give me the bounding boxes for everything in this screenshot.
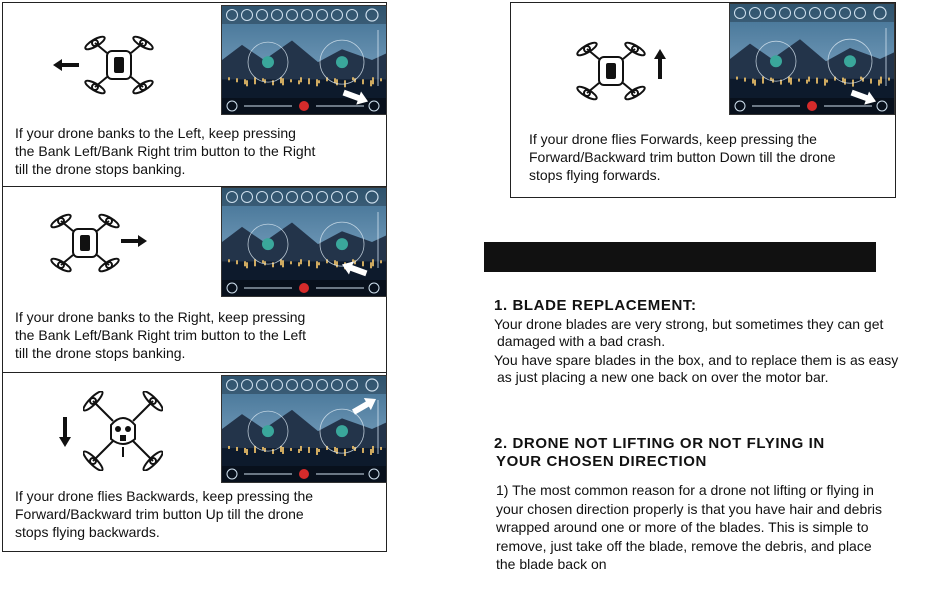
section-paragraph: Your drone blades are very strong, but sometimes they can get damaged with a bad crash. (494, 316, 884, 349)
arrow-down-icon (59, 417, 71, 447)
panel-bank-left (2, 2, 387, 187)
section-heading: 2. DRONE NOT LIFTING OR NOT FLYING IN YOUR CHOSEN DIRECTION (494, 435, 825, 470)
app-screenshot (221, 5, 387, 115)
drone-icon (83, 33, 155, 102)
section-paragraph: You have spare blades in the box, and to replace them is as easy as just placing a new one back on over the motor bar. (494, 352, 899, 385)
section-paragraph: 1) The most common reason for a drone not lifting or flying in your chosen direction properly is that you have hair and debris wrapped around one or more of the blades. This is simple to remove, just take off the blade, remove the debris, and place the blade back on (496, 482, 882, 572)
arrow-right-icon (121, 235, 147, 247)
panel-caption: If your drone banks to the Left, keep pressing the Bank Left/Bank Right trim button to the Right till the drone stops banking. (15, 125, 316, 177)
drone-icon (83, 391, 163, 476)
drone-icon (49, 211, 121, 280)
panel-flies-forwards (510, 2, 896, 198)
section-heading: 1. BLADE REPLACEMENT: (494, 297, 697, 314)
arrow-up-icon (654, 49, 666, 79)
drone-icon (575, 39, 647, 108)
panel-bank-right (2, 186, 387, 373)
panel-caption: If your drone flies Backwards, keep pressing the Forward/Backward trim button Up till the drone stops flying backwards. (15, 488, 314, 540)
arrow-left-icon (53, 59, 79, 71)
panel-flies-backwards (2, 372, 387, 552)
app-screenshot (729, 3, 895, 115)
section-banner (484, 242, 876, 272)
app-screenshot (221, 375, 387, 483)
app-screenshot (221, 187, 387, 297)
panel-caption: If your drone flies Forwards, keep pressing the Forward/Backward trim button Down till the drone stops flying forwards. (529, 131, 836, 183)
panel-caption: If your drone banks to the Right, keep pressing the Bank Left/Bank Right trim button to the Left till the drone stops banking. (15, 309, 307, 361)
